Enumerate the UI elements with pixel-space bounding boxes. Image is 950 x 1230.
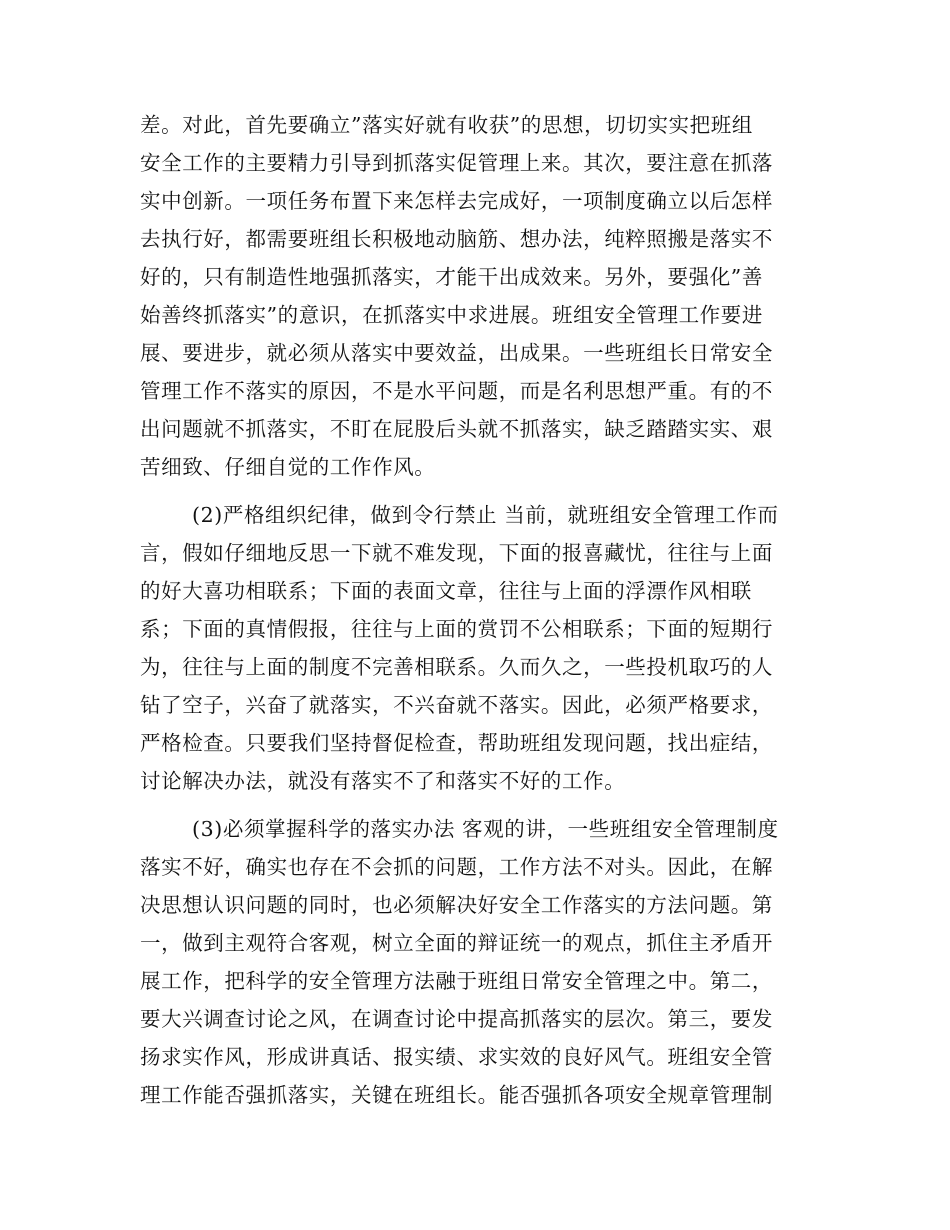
text-line: 严格检查。只要我们坚持督促检查，帮助班组发现问题，找出症结， — [140, 731, 773, 755]
text-line: 扬求实作风，形成讲真话、报实绩、求实效的良好风气。班组安全管 — [140, 1045, 773, 1069]
text-line: (3)必须掌握科学的落实办法 客观的讲，一些班组安全管理制度 — [192, 817, 779, 841]
text-line: 一，做到主观符合客观，树立全面的辩证统一的观点，抓住主矛盾开 — [140, 931, 773, 955]
text-line: 去执行好，都需要班组长积极地动脑筋、想办法，纯粹照搬是落实不 — [140, 227, 773, 251]
text-line: 言，假如仔细地反思一下就不难发现，下面的报喜藏忧，往往与上面 — [140, 541, 773, 565]
text-line: 实中创新。一项任务布置下来怎样去完成好，一项制度确立以后怎样 — [140, 189, 773, 213]
text-line: 好的，只有制造性地强抓落实，才能干出成效来。另外，要强化”善 — [140, 265, 763, 289]
text-line: 安全工作的主要精力引导到抓落实促管理上来。其次，要注意在抓落 — [140, 151, 773, 175]
text-line: 讨论解决办法，就没有落实不了和落实不好的工作。 — [140, 769, 626, 793]
text-line: (2)严格组织纪律，做到令行禁止 当前，就班组安全管理工作而 — [192, 503, 779, 527]
text-line: 理工作能否强抓落实，关键在班组长。能否强抓各项安全规章管理制 — [140, 1083, 773, 1107]
text-line: 为，往往与上面的制度不完善相联系。久而久之，一些投机取巧的人 — [140, 655, 773, 679]
text-line: 系；下面的真情假报，往往与上面的赏罚不公相联系；下面的短期行 — [140, 617, 773, 641]
text-line: 钻了空子，兴奋了就落实，不兴奋就不落实。因此，必须严格要求， — [140, 693, 773, 717]
text-line: 落实不好，确实也存在不会抓的问题，工作方法不对头。因此，在解 — [140, 855, 773, 879]
text-line: 决思想认识问题的同时，也必须解决好安全工作落实的方法问题。第 — [140, 893, 773, 917]
text-line: 展、要进步，就必须从落实中要效益，出成果。一些班组长日常安全 — [140, 341, 773, 365]
text-line: 差。对此，首先要确立”落实好就有收获”的思想，切切实实把班组 — [140, 113, 753, 137]
text-line: 展工作，把科学的安全管理方法融于班组日常安全管理之中。第二， — [140, 969, 773, 993]
text-line: 出问题就不抓落实，不盯在屁股后头就不抓落实，缺乏踏踏实实、艰 — [140, 417, 773, 441]
text-line: 要大兴调查讨论之风，在调查讨论中提高抓落实的层次。第三，要发 — [140, 1007, 773, 1031]
text-line: 的好大喜功相联系；下面的表面文章，往往与上面的浮漂作风相联 — [140, 579, 752, 603]
text-line: 苦细致、仔细自觉的工作作风。 — [140, 455, 436, 479]
text-line: 管理工作不落实的原因，不是水平问题，而是名利思想严重。有的不 — [140, 379, 773, 403]
text-line: 始善终抓落实”的意识，在抓落实中求进展。班组安全管理工作要进 — [140, 303, 763, 327]
